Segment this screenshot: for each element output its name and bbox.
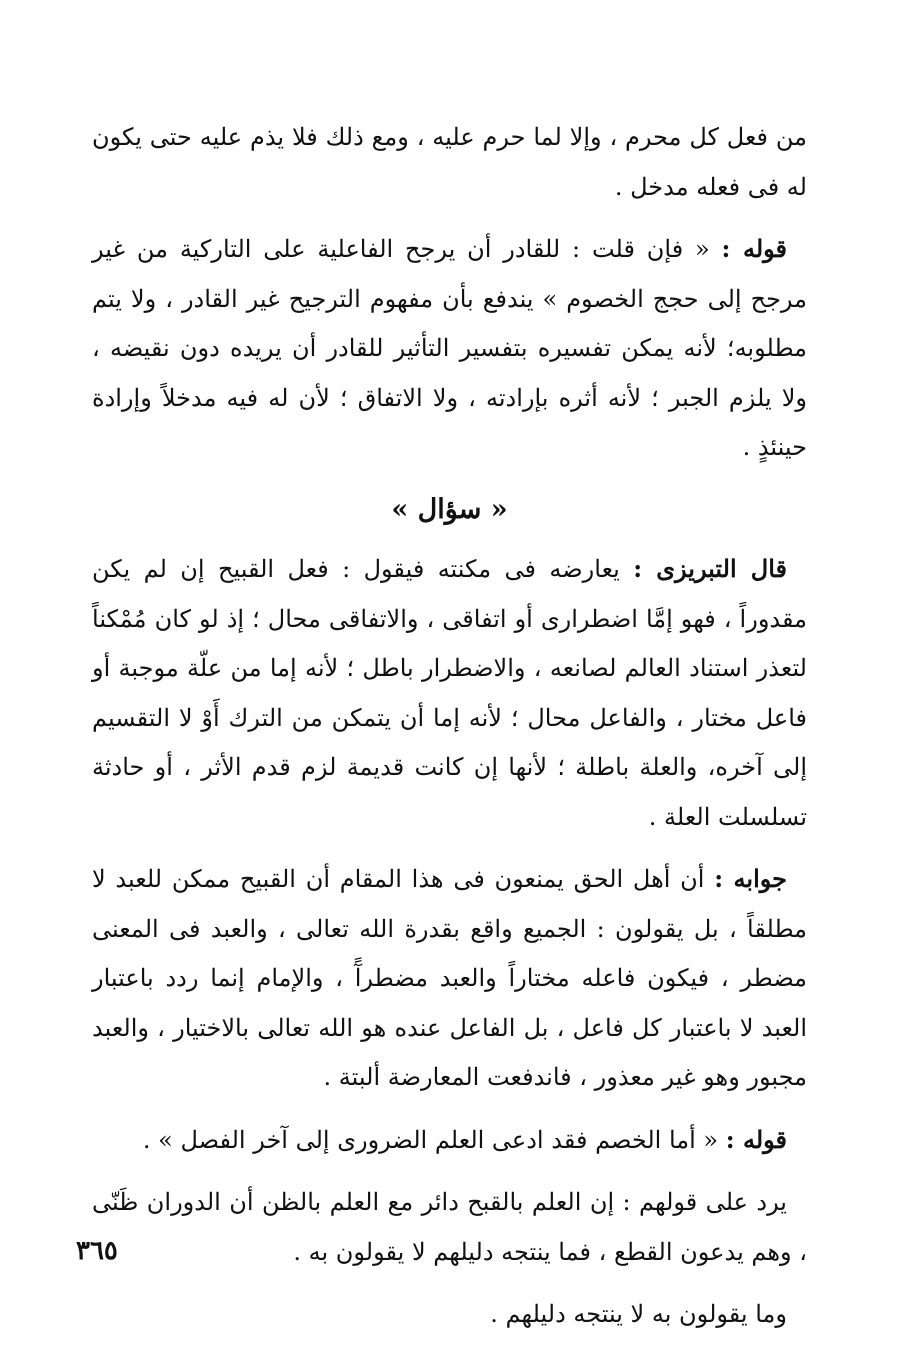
paragraph-4-lead: جوابه : <box>714 864 787 893</box>
paragraph-6-text: يرد على قولهم : إن العلم بالقبح دائر مع العلم بالظن أن الدوران ظَنّى ، وهم يدعون القطع ، فما ينتجه دليلهم لا يقولون به . <box>92 1188 807 1266</box>
paragraph-4-text: أن أهل الحق يمنعون فى هذا المقام أن القبيح ممكن للعبد لا مطلقاً ، بل يقولون : الجميع واقع بقدرة الله تعالى ، والعبد فى المعنى مضطر ، فيكون فاعله مختاراً والعبد مضطرآً ، والإمام إنما ردد باعتبار العبد لا باعتبار كل فاعل ، بل الفاعل عنده هو الله تعالى بالاختيار ، والعبد مجبور وهو غير معذور ، فاندفعت المعارضة ألبتة . <box>92 865 807 1091</box>
page-body <box>92 112 807 1352</box>
paragraph-3-text: يعارضه فى مكنته فيقول : فعل القبيح إن لم يكن مقدوراً ، فهو إمَّا اضطرارى أو اتفاقى ، والاتفاقى محال ؛ إذ لو كان مُمْكناً لتعذر استناد العالم لصانعه ، والاضطرار باطل ؛ لأنه إما من علّة موجبة أو فاعل مختار ، والفاعل محال ؛ لأنه إما أن يتمكن من الترك أَوْ لا التقسيم إلى آخره، والعلة باطلة ؛ لأنها إن كانت قديمة لزم قدم الأثر ، أو حادثة تسلسلت العلة . <box>92 555 807 831</box>
paragraph-4 <box>92 854 807 1103</box>
paragraph-6 <box>92 1177 807 1277</box>
paragraph-7-text: وما يقولون به لا ينتجه دليلهم . <box>490 1300 787 1328</box>
paragraph-5 <box>92 1115 807 1166</box>
paragraph-1-text: من فعل كل محرم ، وإلا لما حرم عليه ، ومع ذلك فلا يذم عليه حتى يكون له فى فعله مدخل . <box>92 123 807 201</box>
section-heading: « سؤال » <box>391 493 508 525</box>
paragraph-1 <box>92 112 807 212</box>
paragraph-5-text: « أما الخصم فقد ادعى العلم الضرورى إلى آخر الفصل » . <box>142 1125 726 1154</box>
paragraph-2-text: « فإن قلت : للقادر أن يرجح الفاعلية على التاركية من غير مرجح إلى حجج الخصوم » يندفع بأن مفهوم الترجيح غير القادر ، ولا يتم مطلوبه؛ لأنه يمكن تفسيره بتفسير التأثير للقادر أن يريده دون نقيضه ، ولا يلزم الجبر ؛ لأنه أثره بإرادته ، ولا الاتفاق ؛ لأن له فيه مدخلاً وإرادة حينئذٍ . <box>92 235 807 461</box>
paragraph-2-lead: قوله : <box>721 234 788 263</box>
paragraph-7 <box>92 1289 807 1340</box>
paragraph-5-lead: قوله : <box>725 1124 787 1154</box>
page-number: ٣٦٥ <box>76 1236 118 1266</box>
paragraph-3 <box>92 544 807 842</box>
paragraph-2 <box>92 224 807 473</box>
paragraph-3-lead: قال التبريزى : <box>633 554 788 583</box>
